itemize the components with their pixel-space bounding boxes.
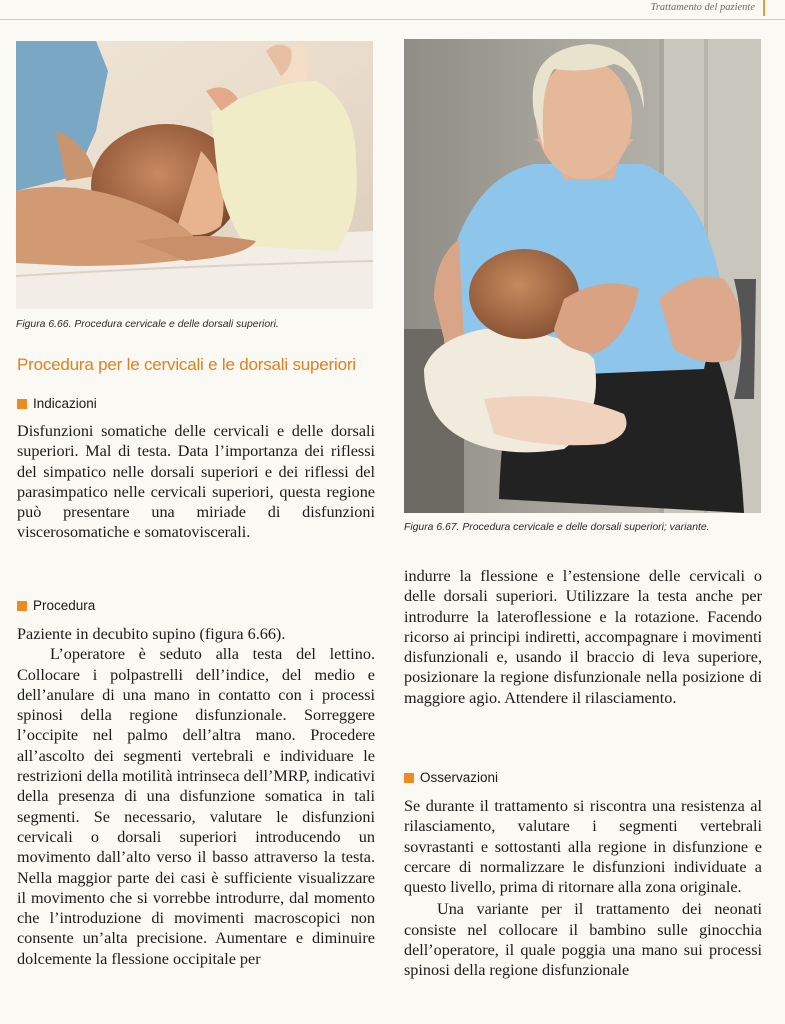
osservazioni-heading: [404, 770, 498, 785]
figure-6-66-caption: Figura 6.66. Procedura cervicale e delle dorsali superiori.: [16, 319, 279, 330]
procedura-paragraph-1: Paziente in decubito supino (figura 6.66).: [17, 625, 286, 643]
procedura-continued-text: indurre la flessione e l’estensione delle cervicali o delle dorsali superiori. Utilizzare la testa anche per introdurre la lateroflessione e la rotazione. Facendo ricorso ai principi indiretti, accompagnare i movimenti disfunzionali e, usando il braccio di leva superiore, posizionare la regione disfunzionale nella posizione di maggiore agio. Attendere il rilasciamento.: [404, 567, 762, 707]
bullet-square-icon: [17, 601, 27, 611]
indicazioni-text: Disfunzioni somatiche delle cervicali e delle dorsali superiori. Mal di testa. Data l’importanza dei riflessi del simpatico nelle dorsali superiori e dei riflessi del parasimpatico nelle cervicali superiori, questa regione può presentare una miriade di disfunzioni viscerosomatiche e somatoviscerali.: [17, 422, 375, 542]
osservazioni-heading-label: Osservazioni: [420, 770, 499, 785]
osservazioni-paragraph-2: Una variante per il trattamento dei neonati consiste nel collocare il bambino sulle ginocchia dell’operatore, il quale poggia una mano sui processi spinosi della regione disfunzionale: [404, 900, 762, 980]
osservazioni-paragraph-1: Se durante il trattamento si riscontra una resistenza al rilasciamento, valutare i segmenti vertebrali sovrastanti e sottostanti alla regione in disfunzione e cercare di normalizzare le disfunzioni individuate a questo livello, prima di ritornare alla zona originale.: [404, 797, 762, 897]
running-head: Trattamento del paziente: [651, 0, 765, 16]
figure-6-67-caption: Figura 6.67. Procedura cervicale e delle dorsali superiori; variante.: [404, 522, 710, 533]
procedura-heading-label: Procedura: [33, 598, 96, 613]
indicazioni-body: [17, 421, 375, 543]
indicazioni-heading: [17, 396, 97, 411]
procedura-paragraph-2: L’operatore è seduto alla testa del lettino. Collocare i polpastrelli dell’indice, del medio e dell’anulare di una mano in contatto con i processi spinosi della regione disfunzionale. Sorreggere l’occipite nel palmo dell’altra mano. Procedere all’ascolto dei segmenti vertebrali e individuare le restrizioni della motilità intrinseca dell’MRP, indicativi della presenza di una disfunzione somatica in tali segmenti. Se necessario, valutare le disfunzioni cervicali o dorsali superiori introducendo un movimento dall’alto verso il basso attraverso la testa. Nella maggior parte dei casi è sufficiente visualizzare il movimento che si vorrebbe introdurre, dal momento che l’introduzione di movimenti macroscopici non consente un’alta precisione. Aumentare e diminuire dolcemente la flessione occipitale per: [17, 645, 375, 968]
indicazioni-heading-label: Indicazioni: [33, 396, 97, 411]
procedura-heading: [17, 598, 95, 613]
section-title: Procedura per le cervicali e le dorsali superiori: [17, 355, 356, 374]
figure-6-66-photo: [16, 41, 373, 309]
figure-6-67-photo: [404, 39, 761, 513]
osservazioni-body: [404, 796, 762, 981]
bullet-square-icon: [17, 399, 27, 409]
header-rule: [0, 19, 785, 20]
bullet-square-icon: [404, 773, 414, 783]
procedura-body: [17, 624, 375, 969]
procedura-continued: [404, 566, 762, 708]
